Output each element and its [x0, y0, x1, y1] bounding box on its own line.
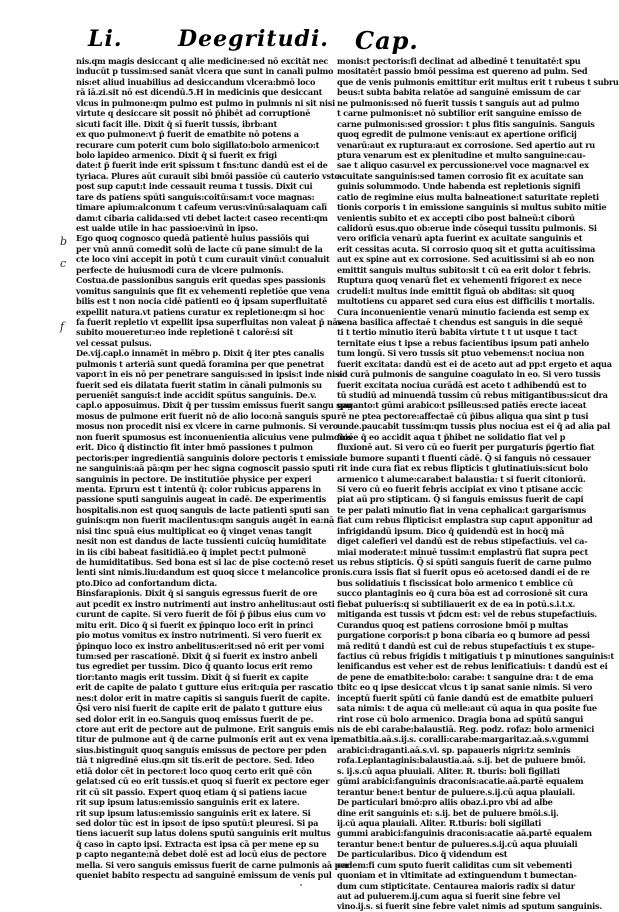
text-line: venarū:aut ex ruptura:aut ex corrosione. Sed apertio aut ru [337, 139, 595, 150]
text-line: ti t tertio minutio iterū babita virtute t t ut usque t tact [337, 327, 578, 338]
text-line: fioēe q̄ eo accidit aqua t p̄hibet ne solidatio fiat vel p [337, 431, 566, 442]
text-line: ex quo pulmone:vt p̄ fuerit de ematbite nō potens a [76, 129, 299, 140]
text-line: gūmi arabici:fanguinis draconis:acatie.aā.partē equalem [337, 776, 584, 787]
text-line: subito moueretur:eo inde repletionē t calorē:si sit [76, 327, 294, 338]
text-line: mā reditū t dandū est cui de rebus stupefactiuis t ex stupe- [337, 640, 595, 651]
text-line: Costua.de passionibus sanguis erit quedas spes passionis [76, 275, 326, 286]
text-line: p̄pinquo loco ex instro anbelitus:erit:sed nō erit per vomi [76, 640, 325, 651]
text-line: rint rose cū bolo armenico. Dragia bona ad spūtū sangui [337, 713, 584, 724]
text-line: rā iā.zi.sit nō est dicendū.5.H in medicinis que desiccant [76, 87, 323, 98]
text-line: rofa.Leplantaginis:balaustia.aā. s.ij. bet de puluere bmōi. [337, 755, 586, 766]
text-line: nesit non est dandus de lacte tussienti cuicūq humiditate [76, 536, 327, 547]
text-line: post sup caput:t inde cessauit reuma t tussis. Dixit cui [76, 181, 313, 192]
text-line: perfecte de huiusmodi cura de vlcere pulmonis. [76, 264, 284, 275]
text-line: tiā t nigredinē eius.qm sit tis.erit de pectore. Sed. Ideo [76, 755, 315, 766]
text-line: tyriaca. Plures aūt curauit sibi bmōi passiōe cū cauterio vsto [76, 170, 340, 181]
text-line: pto.Dico ad confortandum dicta. [76, 577, 217, 588]
text-line: Si vero cū eo fuerit febris accipiat ex vino t ptisane accic [337, 483, 583, 494]
text-line: tū studiū ad minuendā tussim cū rebus mitigantibus:sicut dra [337, 390, 608, 400]
text-line: sata nimis: t de aqua cū melle:aut cū aqua in qua posite fue [337, 703, 597, 714]
text-line: miai moderate:t minuē tussim:t emplastrū fiat supra pect [337, 546, 589, 557]
text-line: nes:t dolor erit in matre capitis si sanguis fuerit de capite. [76, 692, 330, 703]
text-line: mitiganda est tussis vt p̄dcm est: vel de rebus stupefactiuis. [337, 609, 597, 620]
text-line: sanguinis in pectore. De institutiōe physice per experi [76, 473, 312, 484]
text-line: sius.bistinguit quoq sanguis emissus de pectore per pden [76, 744, 327, 755]
text-line: De particulari bmō:pro aliis obaz.i.pro vbi ad albe [337, 797, 553, 808]
text-line: de humiditatibus. Sed bona est si lac de pise cocte:nō reset [76, 557, 334, 567]
text-line: Ruptura quoq venarū fiet ex vehementi frigore:t ex nece [337, 275, 582, 286]
text-line: tus egrediet per tussim. Dico q̄ quanto locus erit remo [76, 661, 313, 672]
text-line: titur de pulmone aut q̄ de carne pulmonis erit aut ex vena ip [76, 734, 339, 745]
text-line: cte loco vini accepit in potū t cum curauit vinū:t conualuit [76, 254, 330, 265]
text-line: erit de capite de palato t gutture eius erit:quia per rascatio [76, 682, 334, 693]
text-line: terantur bene:t bentur de puluere.s.ij.cū aqua plauiali. [337, 786, 575, 797]
text-line: dam:t cibaria calida:sed vti debet lacte:t caseo recenti:qm [76, 212, 328, 223]
text-line: inducūt p tussim:sed sanāt vlcera que sunt in canali pulmo [76, 66, 334, 77]
margin-letter-b: b [60, 235, 68, 248]
text-line: que de venis pulmonis emittitur erit multus erit t rubeus t subru [337, 76, 619, 87]
text-line: recurare cum poterit cum bolo sigillato:bolo armenico:t [76, 139, 320, 150]
margin-letter-c: c [60, 257, 67, 270]
text-line: nis.qm magis desiccant q alie medicine:sed nō excitāt nec [76, 56, 329, 66]
text-line: guinis:qm non fuerit macilentus:qm sanguis augēt in ea:nā [76, 515, 335, 526]
text-line: rit inde cura fiat ex rebus flipticis t glutinatiuis:sicut bolo [337, 463, 588, 474]
text-line: erit cessitas acuta. Si corrosio quoq sit et gutta acuitissima [337, 243, 596, 254]
text-line: etiā dolor cēt in pectore:t loco quoq certo erit quē cōn [76, 765, 312, 776]
text-line: s. ij.s.cū aqua pluuiali. Aliter. R. tburis: boli figillati [337, 765, 560, 776]
text-column-right [337, 56, 619, 912]
text-line: guinis solummodo. Unde habenda est repletionis signifi [337, 181, 581, 192]
text-line: vena basilica affectaē t chendus est sanguis in die sequē [337, 316, 583, 327]
text-line: sae t aliquo casu:vel ex percussione:vel voce magna:vel ex [337, 160, 589, 171]
folio-number: Li. [88, 26, 123, 52]
text-line: emittit sanguis multus subito:sit t cū ea erit dolor t febris. [337, 264, 591, 275]
text-line: tiens iacuerit sup latus dolens sputū sanguinis erit multus [76, 828, 331, 839]
text-line: gelat:sed cū eo erit tussis.et quoq si fuerit ex pectore eger [76, 776, 330, 787]
text-line: vino.ij.s. si fuerit sine febre valet nimis ad sputum sanguinis. [337, 901, 602, 912]
text-line: q̄ caso in capto ipsi. Extracta est ipsa cā per mene ep su [76, 838, 319, 849]
text-line: mella. Si vero sanguis emissus fuerit de carne pulmonis aā per [76, 859, 350, 870]
text-line: purgatione corporis:t p bona cibaria eo q bumore ad pessi [337, 630, 590, 641]
margin-letter-f: f [60, 320, 65, 333]
running-head [80, 26, 525, 56]
text-line: nis.cura issis fiat si fuerit opus eō aceto:sed dandi ei de re [337, 567, 590, 578]
page-speck [300, 884, 302, 886]
text-line: ad curā pulmonis de sanguine coagulato in eo. Si vero tussis [337, 369, 601, 380]
text-line: tare ds patiens spūti sanguis:coitū:sam:t voce magnas: [76, 191, 315, 202]
text-line: De particularibus. Dico q̄ videndum est [337, 849, 508, 860]
text-line: Cura inconuenientie venarū minutio facienda est semp ex [337, 306, 589, 317]
text-line: diget calefieri vel dandū est de rebus stipefactiuis. vel ca- [337, 536, 588, 547]
text-line: ij.cū aqua plauiali. Aliter. R.tburis: boli sigillati [337, 817, 542, 828]
text-line: tbitc eo q ipse desiccat vlcus t ip sanat sanie nimis. Si vero [337, 682, 593, 693]
text-line: mosus non procedit nisi ex vlcere in carne pulmonis. Si vero [76, 421, 338, 432]
text-line: vomitus sanguinis que fit ex vehementi repletiōe que vena [76, 285, 330, 296]
text-line: infrigidandū ipsum. Dico q̄ quidendū est in hocq̄ mā [337, 525, 565, 536]
text-line: dum cum stipticitate. Centaurea maioris radix si datur [337, 880, 575, 891]
text-line: expellit natura.vt patiens curatur ex repletione:qm si hoc [76, 306, 325, 317]
text-line: De.vij.capl.o innamēt in mēbro p. Dixit q̄ iter ptes canalis [76, 348, 324, 359]
text-line: dine erit sanguinis et: s.ij. bet de puluere bmōi.s.ij. [337, 807, 559, 818]
text-line: capl.o apposuimus. Dixit q̄ per tussim emissus fuerit sangu spu [76, 400, 352, 411]
text-line: queniet babito respectu ad sanguinē emissum de venis pul [76, 870, 332, 881]
text-line: perueniēt sanguis:t inde accidit spūtus sanguinis. De.v. [76, 390, 317, 400]
text-line: Ego quoq cognosco quedā patientē huius passiōis qui [76, 233, 310, 244]
text-line: nis de ebi carabe:balaustiā. Reg. podz. rofaz: bolo armenici [337, 724, 595, 734]
text-line: monis:t pectoris:fi declinat ad albedinē t tenuitatē:t spu [337, 56, 581, 66]
text-line: tior:tanto magis erit tussim. Dixit q̄ si fuerit ex capite [76, 671, 309, 682]
text-line: in iis cibi babeat fasitidiā.eo q̄ implet pect:t pulmonē [76, 546, 306, 557]
chapter-heading: Cap. [355, 26, 419, 55]
text-line: crudeli:t multus inde emittit figuā ob abditas: sit quoq [337, 285, 575, 296]
text-line: passione sputi sanguinis augeat in cadē. De experimentis [76, 494, 326, 505]
text-line: est ualde utile in hac passioe:vinū in ipso. [76, 223, 258, 233]
text-line: fluxionē aut. Si vero cū eo fuerit per purgaturis p̄gertio fiat [337, 442, 595, 453]
text-line: virtute q desiccare sit possit nō p̄hibēt ad corruptionē [76, 108, 311, 119]
text-line: sed dolor erit in eo.Sanguis quoq emissus fuerit de pe. [76, 713, 314, 724]
text-line: aut pcedit ex instro nutrimenti aut instro anhelitus:aut osti [76, 598, 335, 609]
text-line: nisi tinc spuā eius multiplicat eo q̄ vinget venas tangit [76, 525, 312, 536]
text-line: acuitate sanguinis:sed tamen corrosio fit ex acuitate san [337, 170, 584, 181]
text-line: fuerit excitata: dandū est ei de aceto aut ad pp:t ergeto et aqua [337, 358, 612, 369]
text-line: factius cū rebus frigidis t mitigatiuis t p minutiones sanguinis:t [337, 650, 614, 661]
text-line: bolo lapideo armenico. Dixit q̄ si fuerit ex frigi [76, 149, 277, 160]
text-line: ne sanguinis:aā pā:qm per hec signa cognoscit passio sputi [76, 463, 335, 474]
text-line: venientis subito et ex accepti cibo post balneū:t ciborū [337, 212, 575, 223]
text-line: fuerit sed eis dilatata fuerit statim in cānali pulmonis su [76, 379, 322, 390]
text-line: Binsfarapionis. Dixit q̄ si sanguis egressus fuerit de ore [76, 588, 318, 599]
text-line: succo plantaginis eo q̄ cura bōa est ad corrosionē sit cura [337, 588, 588, 599]
text-line: piat aū pro stipticam. Q̄ si fanguis emissus fuerit de capi [337, 494, 584, 505]
text-line: aut ad puluerem.ij.cum aqua si fuerit sine febre vel [337, 891, 561, 901]
text-line: Q̄si vero nisi fuerit de capite erit de palato t gutture eius [76, 703, 323, 714]
text-line: arabici:draganti.aā.s.vi. sp. papaueris nigri:tz seminis [337, 744, 571, 755]
text-line: quoq egredit de pulmone venis:aut ex apertione orificij [337, 129, 577, 140]
text-line: pulmonis t arteriā sunt quedā foramina per que penetrat [76, 358, 325, 369]
text-line: per vnū annū comedit solū de lacte cū pane simul:t de la [76, 243, 323, 254]
text-line: ctore aut erit de pectore aut de pulmone. Erit sanguis emis [76, 724, 334, 734]
text-line: beus:t subta babita relatōe ad sanguinē emissum de car [337, 87, 581, 98]
text-line: rit sup ipsum latus:emissio sanguinis erit ex latere. [76, 797, 300, 808]
text-line: non fuerit spumosus est inconuenientia alicuius vene pulmonis [76, 431, 353, 442]
text-line: lenificandus est veher est de rebus lenificatiuis: t dandū est ei [337, 661, 608, 672]
text-line: carne pulmonis:sed grossior: t plus fitis sanguinis. Sanguis [337, 118, 595, 129]
text-line: pio motus vomitus ex instro nutrimenti. Si vero fuerit ex [76, 630, 322, 641]
text-line: quoniam et in vltimitate ad extinguendum t bumectan- [337, 870, 577, 881]
text-line: date:t p̄ fuerit inde erit spissum t fns:tunc dandū est ei de [76, 160, 328, 171]
text-line: ternitate eius t ipse a rebus facientibus ipsum pati anhelo [337, 337, 590, 348]
text-line: hospitalis.non est quoq sanguis de lacte patienti sputi san [76, 504, 330, 515]
text-line: vero orificia venarū apta fuerint ex acuitate sanguinis et [337, 233, 583, 244]
text-column-left [76, 56, 353, 898]
text-line: rē ne ptea pectore:affectaē cū p̄ibus aliqua qua sint p tusi [337, 410, 589, 421]
text-line: aut ex spine aut ex corrosione. Sed acuitissimi si ab eo non [337, 254, 594, 265]
text-line: mosus de pulmone erit fuerit nō de alio loco:nā sanguis spu [76, 410, 337, 421]
text-line: rit cū sit passio. Expert quoq etiam q̄ si patiens iacue [76, 786, 307, 797]
text-line: p capto negante:nā debet dolē est ad locū eius de pectore [76, 849, 327, 860]
text-line: erit. Dico q̄ distinctio fit inter bmō passiones t pulmon [76, 442, 313, 453]
text-line: inceptū fuerit spūti cū fanie dandū est de ematbite pulueri [337, 692, 594, 703]
text-line: bilis est t non nocia cidē patienti eo q̄ ipsam superfluitatē [76, 296, 328, 307]
text-line: vapor:t in eis nō per penetrare sanguis:sed in ipsis:t inde nisi [76, 369, 343, 380]
text-line: mitu erit. Dico q̄ si fuerit ex p̄pinquo loco erit in princi [76, 619, 314, 630]
text-line: armenico t alume:carabe:t balaustia: t si fuerit citoniorū. [337, 473, 586, 484]
text-line: fiebat pulueris:q si subtiliauerit ex de ea in potū.s.i.t.x. [337, 598, 576, 609]
text-line: mositatē:t passio bmōi pessima est quereno ad pulm. Sed [337, 66, 588, 77]
text-line: lenti sint nimis.liu:dandum est quoq sicce t melancolice pro [76, 567, 337, 578]
text-line: unde.paucabit tussim:qm tussis plus nociua est ei q̄ ad alia pal [337, 421, 610, 432]
running-title: Deegritudi. [178, 26, 329, 52]
text-line: vel cessat pulsus. [76, 337, 152, 348]
text-line: tionis corporis t in emissione sanguinis si multus subito mitie [337, 202, 607, 213]
text-line: cadem:fi cum sputo fuerit caliditas cum sit vebementi [337, 859, 573, 870]
text-line: tum:sed per rascationē. Dixit q̄ si fuerit ex instro anbeli [76, 650, 318, 661]
text-line: curunt de capite. Si vero fuerit de fōi p̄ p̄ibus eius cum vo [76, 609, 326, 620]
text-line: Curandus quoq est patiens corrosione bmōi p multas [337, 619, 568, 630]
text-line: de bumore supanti t fluenti cādē. Q̄ si fanguis nō cessauer [337, 452, 591, 463]
text-line: calidorū esus.quo ob:erue inde cōsequi tussitu pulmonis. Si [337, 223, 597, 233]
text-line: timare apium:alconum t cafeum verus:vinū:salaquam calī [76, 202, 327, 213]
text-line: terantur bene:t bentur de pulueres.s.ij.cū aqua pluuiali [337, 838, 578, 849]
text-line: menta. Epruru est t intentū q̄: color rubicus apparens in [76, 483, 321, 494]
text-line: fuerit excitata nociua curādā est aceto t adhibendū est to [337, 379, 587, 390]
text-line: us rebus stipticis. Q̄ si spūti sanguis fuerit de carne pulmo [337, 557, 592, 567]
text-line: nis:et aliud inuabilius ad desiccandum vlcera:bmō loco [76, 76, 316, 87]
text-line: ptura venarum est ex plenitudine et multo sanguine:cau- [337, 149, 586, 160]
text-line: tum longū. Si vero tussis sit ptuo vebemens:t nociua non [337, 348, 585, 359]
text-line: ematbitia.aā.s.ij.s. coralli:carabe:margaritaz.aā.s.v.gummi [337, 734, 589, 745]
text-line: gaganto:t gūmi arabico:t psilleus:sed patiēs erecte iaceat [337, 400, 587, 411]
text-line: t carne pulmonis:et nō subtilior erit sanguine emisso de [337, 108, 582, 119]
text-line: fiat cum rebus flipticis:t emplastra sup caput apponitur ad [337, 515, 593, 526]
text-line: vlcus in pulmone:qm pulmo est pulmo in pulmnis ni sit nisi [76, 97, 335, 108]
text-line: sicuti facit ille. Dixit q̄ sī fuerit tussis, ibrb:ant [76, 118, 277, 129]
text-line: bus solidatiuis t fiscissicat bolo armenico t emblice cū [337, 577, 573, 588]
text-line: multotiens cu apparet sed cura eius est difficilis t mortalis. [337, 296, 595, 307]
text-line: te per palati minutio fiat in vena cephalica:t gargarismus [337, 504, 587, 515]
text-line: pectoris:per ingredientiā sanguinis dolore pectoris t emissio [76, 452, 340, 463]
text-line: gummi arabici:fanguinis draconis:acatie aā.partē equalem [337, 828, 592, 839]
text-line: rit sup ipsum latus:emissio sanguinis erit ex latere. Si [76, 807, 311, 818]
text-line: fa fuerit repletio vt expellit ipsa superfluitas non valeat p̄ nās [76, 316, 342, 327]
text-line: de pene de ematbite:bolo: carabe: t sanguine dra: t de ema [337, 671, 594, 682]
text-line: ne pulmonis:sed nō fuerit tussis t sanguis aut ad pulmo [337, 97, 580, 108]
text-line: catio de regimine eius multa balneatione:t saturitate repleti [337, 191, 599, 202]
text-line: sed dolor tūc est in ipso:t de ipso sputū:t pleuresi. Si pa [76, 817, 319, 828]
